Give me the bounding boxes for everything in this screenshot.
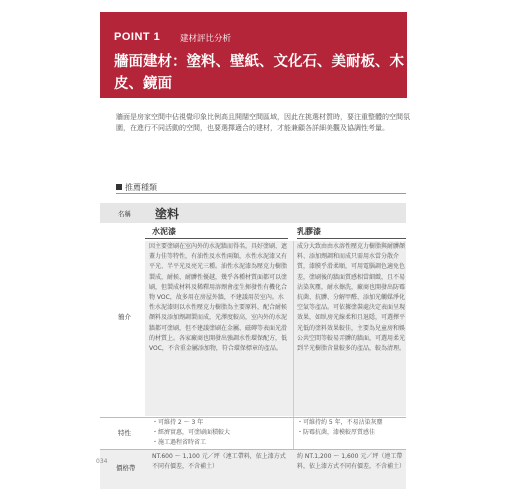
column-underline	[297, 238, 406, 239]
feature-item: ・經濟實惠，可塗刷面積較大	[152, 429, 231, 437]
intro-cell-cement: 因主要塗刷在室內外的水泥牆而得名，具好塗刷、遮蓋力佳等特性，有油性及水性兩類，水性水泥漆又有平光、半平光及亮光三種。油性水泥漆為壓克力樹脂製成，耐候、耐髒性優越，幾乎各種材質面都可以塗刷，但製成材料及稀釋用溶劑會產生揮發性有機化合物 VOC，故多用在房屋外牆，不建議用於室內。水性水泥漆則以水性壓克力樹脂為主要原料，配合耐候顏料及添加劑調製而成，光澤度較高，室內外的水泥牆都可塗刷，但不建議塗刷在金屬、磁磚等表面光滑的材質上。各家廠商也開發出強調水性環保配方，低 VOC，不含重金屬添加物，符合環保標章的產品。	[149, 243, 288, 353]
column-underline	[145, 238, 288, 239]
section-heading-text: 推薦種類	[125, 183, 157, 192]
price-row-label: 價格帶	[116, 464, 136, 472]
feature-cell-cement	[152, 418, 288, 449]
intro-cell-latex: 成分大致由由水溶性壓克力樹脂與耐髒顏料、添加劑調和而成只需用水當分散介質，漆膜乎滑柔順，可用電腦調色適免色差，塗刷後的牆面質感相當細緻，且不易沾染灰塵，耐水擦洗，廠商也開發出防霉抗菌、抗髒、分解甲醛、添加光觸媒淨化空氣等產品。可依據塗裝處決定表面呈現效果，如臥房光線柔和且退隱，可選擇平光低的塗料效果較佳，主要為兒童房和娛公共空間等較易弄髒的牆面，可選用柔光到半光樹脂含量較多的產品，較為清理。	[297, 243, 406, 353]
banner-subtitle: 建材評比分析	[180, 34, 232, 44]
price-cell-cement: NT.600 ～ 1,100 元／坪（連工帶料，依上漆方式不同有價差，不含補土）	[152, 453, 286, 471]
feature-cell-latex	[297, 418, 405, 438]
page-number: 034	[96, 458, 108, 465]
intro-paragraph: 牆面是房家空間中佔視覺印象比例高且開闊空間區域，因此在挑選材質時，要注重整體的空間氛圍，在進行不同活動的空間，也要選擇適合的建材，才能兼顧各詳細美觀及協調性考量。	[116, 113, 410, 132]
column-header-latex-paint: 乳膠漆	[297, 227, 321, 236]
feature-row-label: 特性	[118, 429, 131, 437]
square-bullet-icon	[116, 184, 122, 190]
name-value: 塗料	[155, 207, 180, 221]
price-cell-latex: 約 NT.1,200 ～ 1,600 元／坪（連工帶料，依上漆方式不同有價差，不含補土）	[297, 453, 406, 471]
banner	[100, 12, 407, 98]
section-divider	[116, 193, 406, 194]
column-header-cement-paint: 水泥漆	[152, 227, 176, 236]
feature-item: ・可維持 2 ～ 3 年	[152, 419, 204, 426]
intro-row-label: 簡介	[118, 313, 131, 321]
column-divider	[293, 241, 294, 469]
section-heading	[116, 182, 157, 193]
row-divider	[100, 449, 406, 450]
name-label: 名稱	[118, 210, 131, 218]
name-row	[100, 203, 406, 223]
point-label: POINT 1	[114, 31, 161, 43]
feature-item: ・施工過程省時省工	[152, 439, 207, 447]
page-title: 牆面建材：塗料、壁紙、文化石、美耐板、木皮、鏡面	[114, 54, 404, 92]
feature-item: ・防霉抗菌，漆模較厚質感佳	[297, 429, 376, 437]
feature-item: ・可維持約 5 年，不易沾染灰塵	[297, 419, 383, 426]
